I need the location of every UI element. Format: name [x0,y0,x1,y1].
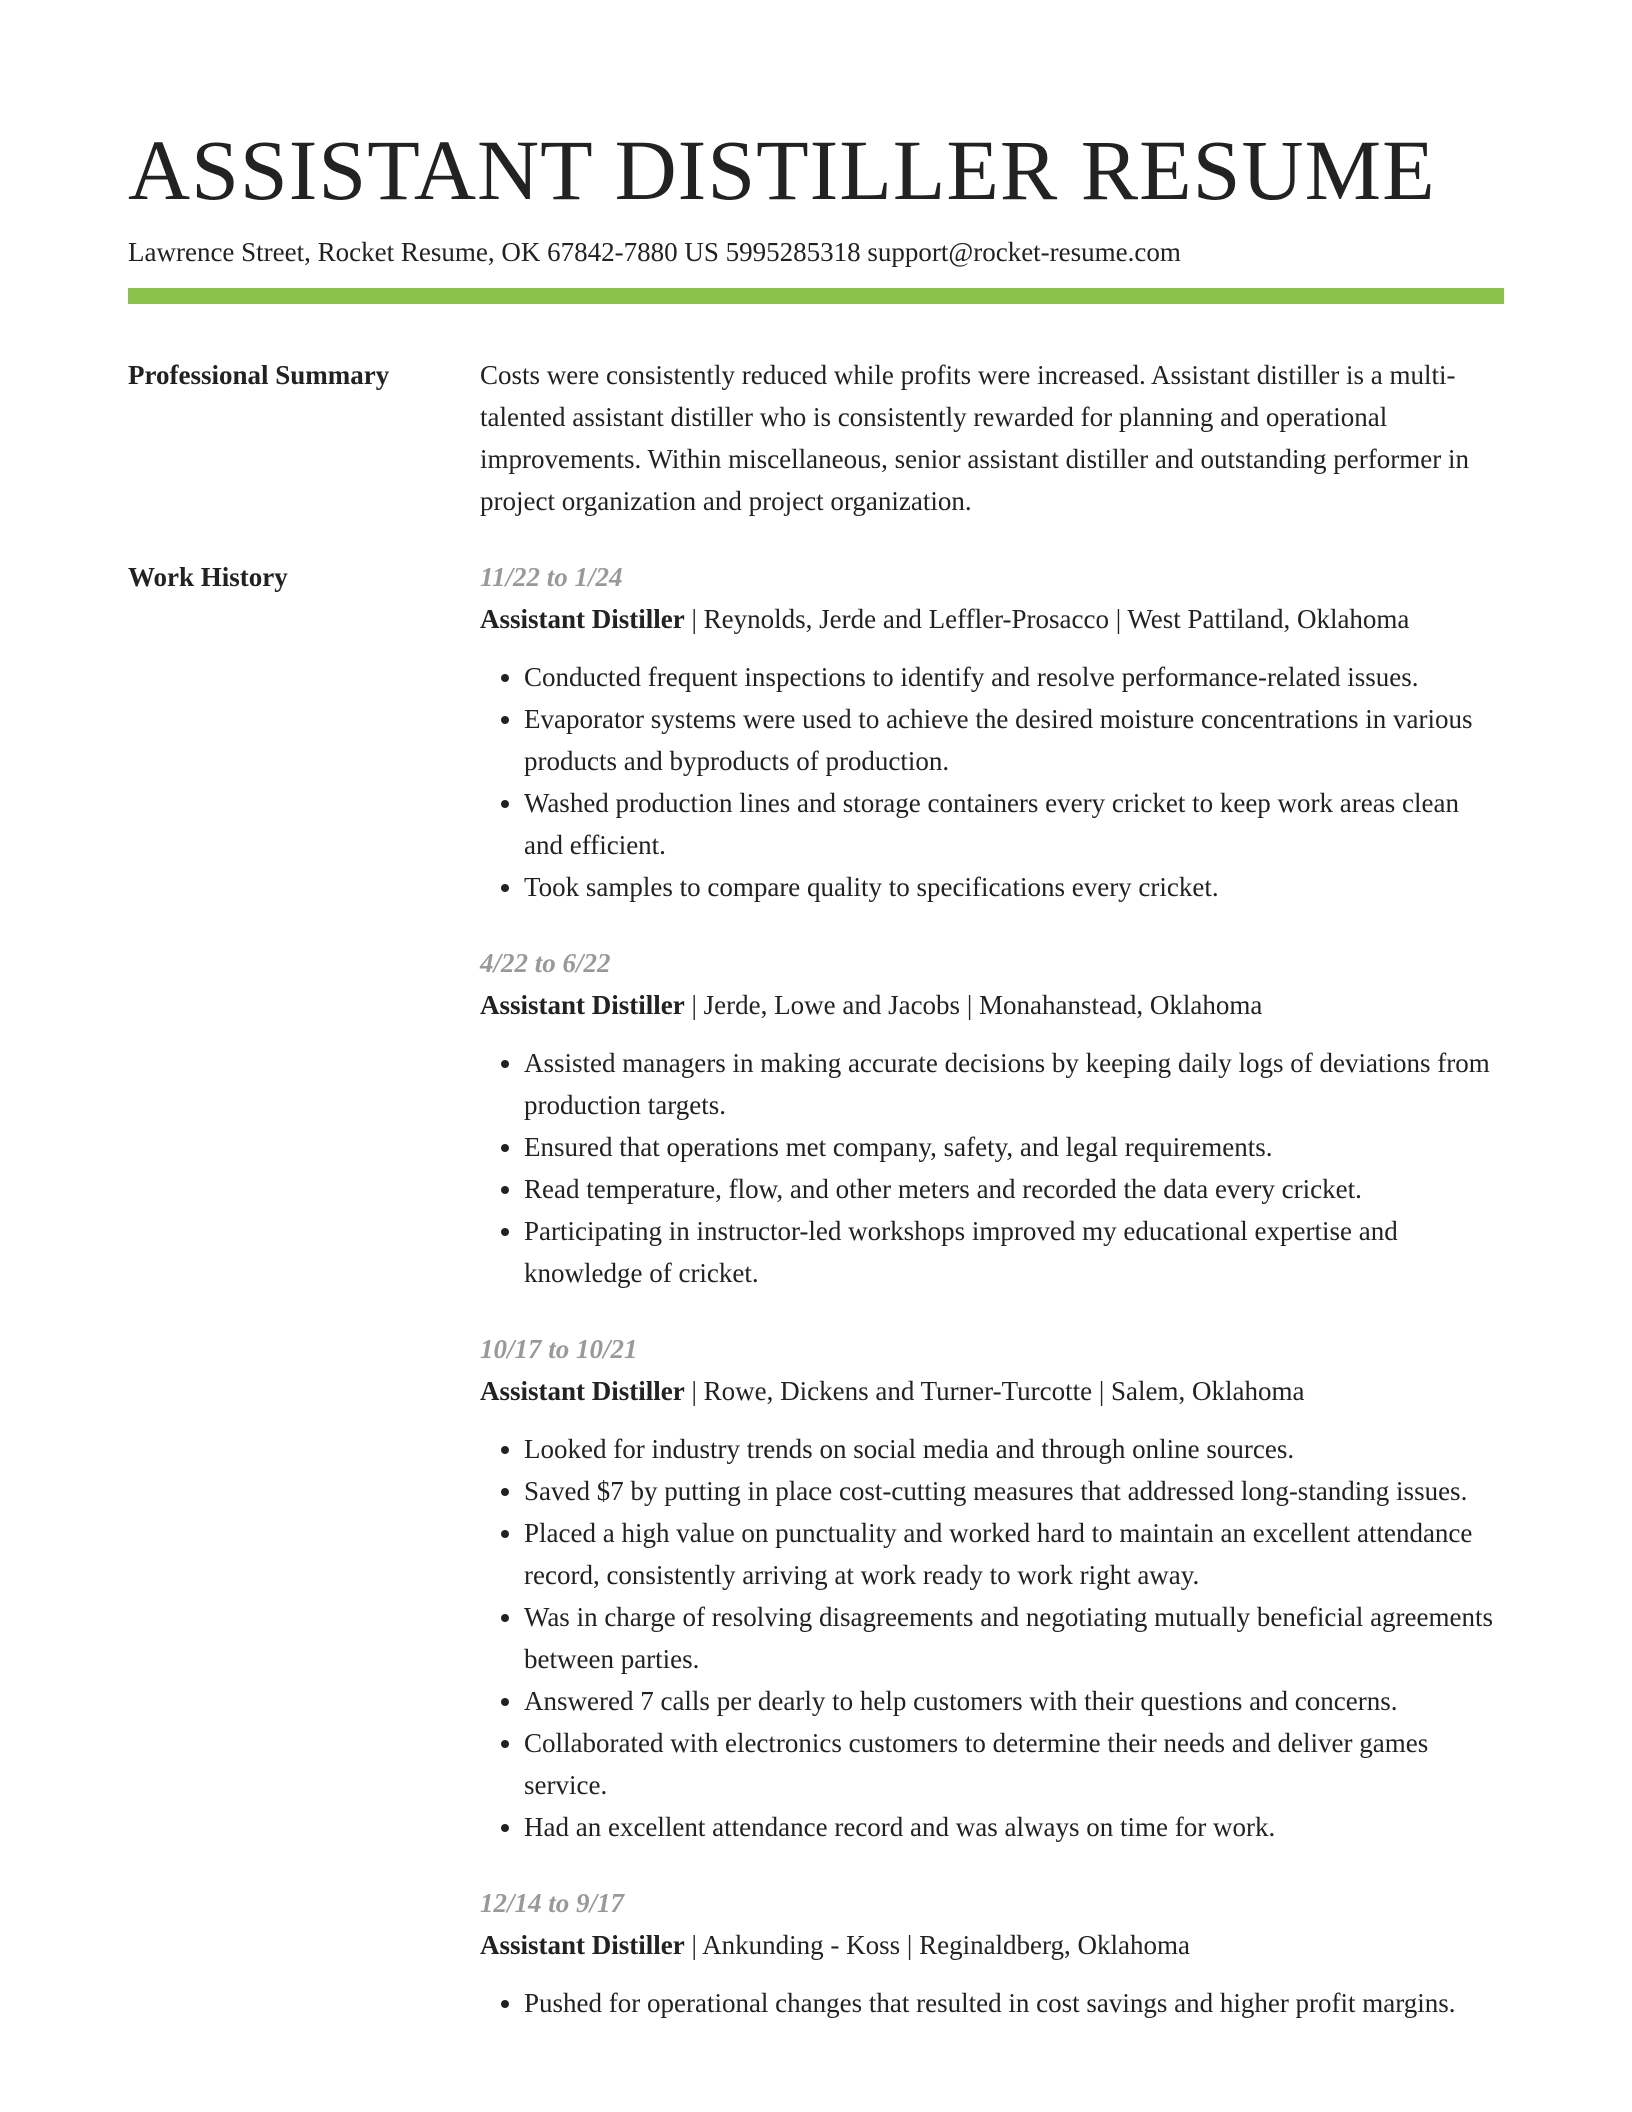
job-bullet: • Took samples to compare quality to specifications every cricket. [524,866,1504,908]
summary-section [128,354,1504,522]
job-bullet: • Evaporator systems were used to achieve the desired moisture concentrations in various products and byproducts of production. [524,698,1504,782]
accent-divider [128,288,1504,304]
job-bullet: • Participating in instructor-led workshops improved my educational expertise and knowledge of cricket. [524,1210,1504,1294]
job-bullet: • Placed a high value on punctuality and worked hard to maintain an excellent attendance record, consistently arriving at work ready to work right away. [524,1512,1504,1596]
job-details: | Jerde, Lowe and Jacobs | Monahanstead, Oklahoma [684,990,1263,1020]
job-bullet: • Ensured that operations met company, safety, and legal requirements. [524,1126,1504,1168]
job-bullets [480,1982,1504,2024]
job-entry [480,942,1504,1294]
job-bullet: • Saved $7 by putting in place cost-cutting measures that addressed long-standing issues. [524,1470,1504,1512]
job-heading [480,1370,1504,1412]
job-bullet: • Looked for industry trends on social media and through online sources. [524,1428,1504,1470]
job-title: Assistant Distiller [480,990,685,1020]
summary-label: Professional Summary [128,360,390,390]
contact-line: Lawrence Street, Rocket Resume, OK 67842-7880 US 5995285318 support@rocket-resume.com [128,237,1181,267]
job-title: Assistant Distiller [480,1930,685,1960]
job-bullet: • Washed production lines and storage containers every cricket to keep work areas clean and efficient. [524,782,1504,866]
work-history-section [128,556,1504,2058]
job-entry [480,556,1504,908]
work-history-label: Work History [128,562,288,592]
job-details: | Ankunding - Koss | Reginaldberg, Oklahoma [684,1930,1191,1960]
job-bullet: • Had an excellent attendance record and was always on time for work. [524,1806,1504,1848]
job-title: Assistant Distiller [480,1376,685,1406]
job-bullet: • Was in charge of resolving disagreements and negotiating mutually beneficial agreements between parties. [524,1596,1504,1680]
resume-title: ASSISTANT DISTILLER RESUME [128,122,1436,218]
job-dates: 12/14 to 9/17 [480,1888,625,1918]
summary-body [480,354,1504,522]
job-bullet: • Answered 7 calls per dearly to help customers with their questions and concerns. [524,1680,1504,1722]
job-bullets [480,1042,1504,1294]
job-details: | Reynolds, Jerde and Leffler-Prosacco | West Pattiland, Oklahoma [684,604,1410,634]
job-dates: 11/22 to 1/24 [480,562,623,592]
job-entry [480,1882,1504,2024]
job-bullet: • Assisted managers in making accurate decisions by keeping daily logs of deviations from production targets. [524,1042,1504,1126]
job-heading [480,984,1504,1026]
resume-page [128,0,1504,2058]
job-dates: 4/22 to 6/22 [480,948,611,978]
job-dates: 10/17 to 10/21 [480,1334,638,1364]
summary-text: Costs were consistently reduced while profits were increased. Assistant distiller is a multi-talented assistant distiller who is consistently rewarded for planning and operational improvements. Within miscellaneous, senior assistant distiller and outstanding performer in project organization and project organization. [480,360,1469,516]
job-bullets [480,656,1504,908]
job-bullets [480,1428,1504,1848]
job-details: | Rowe, Dickens and Turner-Turcotte | Salem, Oklahoma [684,1376,1305,1406]
job-title: Assistant Distiller [480,604,685,634]
job-entry [480,1328,1504,1848]
job-bullet: • Collaborated with electronics customers to determine their needs and deliver games service. [524,1722,1504,1806]
job-bullet: • Pushed for operational changes that resulted in cost savings and higher profit margins. [524,1982,1504,2024]
work-history-body [480,556,1504,2058]
job-heading [480,598,1504,640]
job-bullet: • Read temperature, flow, and other meters and recorded the data every cricket. [524,1168,1504,1210]
job-bullet: • Conducted frequent inspections to identify and resolve performance-related issues. [524,656,1504,698]
job-heading [480,1924,1504,1966]
